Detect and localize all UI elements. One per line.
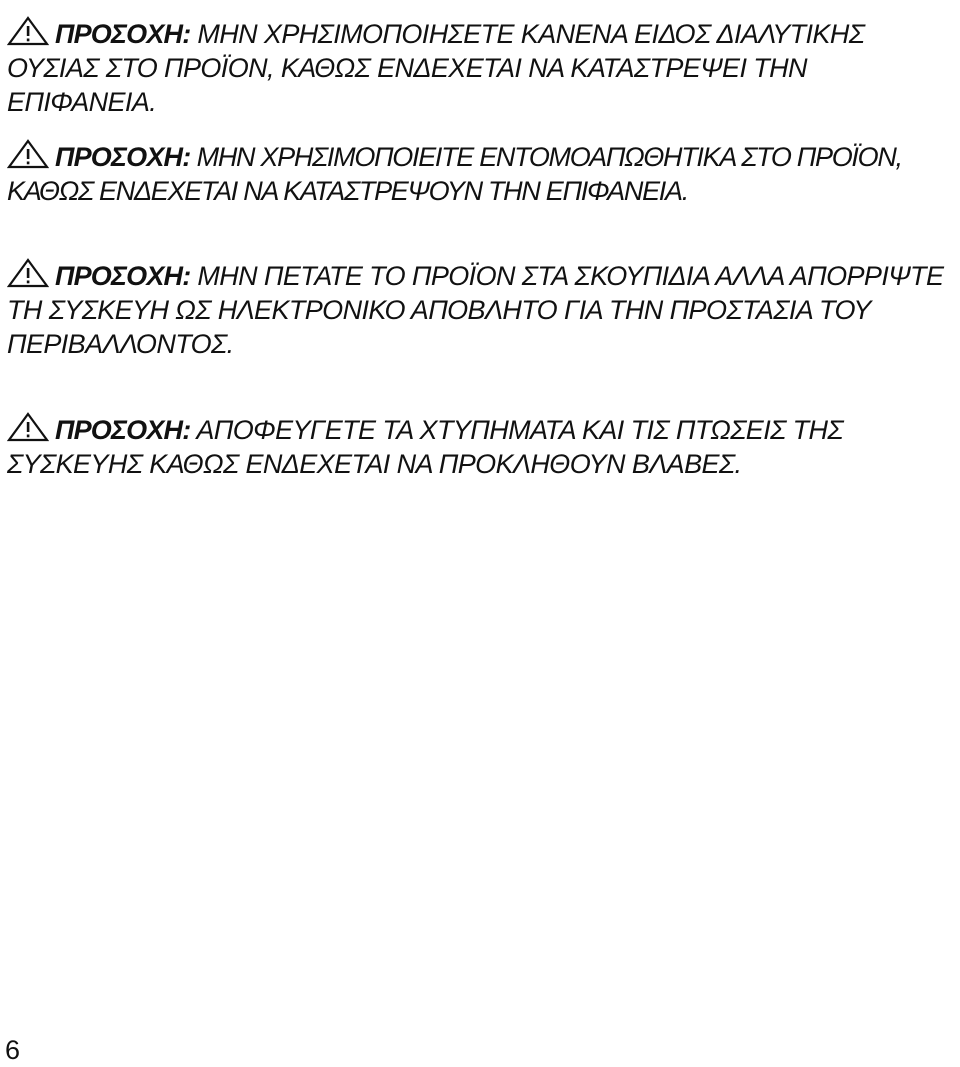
warning-paragraph-solvent — [7, 16, 952, 119]
warning-text: ΜΗΝ ΠΕΤΑΤΕ ΤΟ ΠΡΟΪΟΝ ΣΤΑ ΣΚΟΥΠΙΔΙΑ ΑΛΛΑ ΑΠΟΡΡΙΨΤΕ ΤΗ ΣΥΣΚΕΥΗ ΩΣ ΗΛΕΚΤΡΟΝΙΚΟ ΑΠΟΒΛΗΤΟ ΓΙΑ ΤΗΝ ΠΡΟΣΤΑΣΙΑ ΤΟΥ ΠΕΡΙΒΑΛΛΟΝΤΟΣ. — [7, 261, 944, 359]
warning-text: ΑΠΟΦΕΥΓΕΤΕ ΤΑ ΧΤΥΠΗΜΑΤΑ ΚΑΙ ΤΙΣ ΠΤΩΣΕΙΣ ΤΗΣ ΣΥΣΚΕΥΗΣ ΚΑΘΩΣ ΕΝΔΕΧΕΤΑΙ ΝΑ ΠΡΟΚΛΗΘΟΥΝ ΒΛΑΒΕΣ. — [7, 415, 843, 479]
warning-text: ΜΗΝ ΧΡΗΣΙΜΟΠΟΙΕΙΤΕ ΕΝΤΟΜΟΑΠΩΘΗΤΙΚΑ ΣΤΟ ΠΡΟΪΟΝ, ΚΑΘΩΣ ΕΝΔΕΧΕΤΑΙ ΝΑ ΚΑΤΑΣΤΡΕΨΟΥΝ ΤΗΝ ΕΠΙΦΑΝΕΙΑ. — [7, 142, 902, 206]
warning-text: ΜΗΝ ΧΡΗΣΙΜΟΠΟΙΗΣΕΤΕ ΚΑΝΕΝΑ ΕΙΔΟΣ ΔΙΑΛΥΤΙΚΗΣ ΟΥΣΙΑΣ ΣΤΟ ΠΡΟΪΟΝ, ΚΑΘΩΣ ΕΝΔΕΧΕΤΑΙ ΝΑ ΚΑΤΑΣΤΡΕΨΕΙ ΤΗΝ ΕΠΙΦΑΝΕΙΑ. — [7, 19, 865, 117]
warning-label: ΠΡΟΣΟΧΗ: — [55, 261, 191, 291]
warning-triangle-icon — [7, 139, 49, 169]
warning-label: ΠΡΟΣΟΧΗ: — [55, 142, 191, 172]
warning-label: ΠΡΟΣΟΧΗ: — [55, 19, 191, 49]
warning-triangle-icon — [7, 258, 49, 288]
warning-paragraph-insect-repellent — [7, 139, 952, 208]
warning-triangle-icon — [7, 412, 49, 442]
warning-triangle-icon — [7, 16, 49, 46]
warning-paragraph-impacts — [7, 412, 952, 481]
page-number: 6 — [5, 1035, 21, 1065]
warning-label: ΠΡΟΣΟΧΗ: — [55, 415, 191, 445]
warning-paragraph-disposal — [7, 258, 952, 361]
